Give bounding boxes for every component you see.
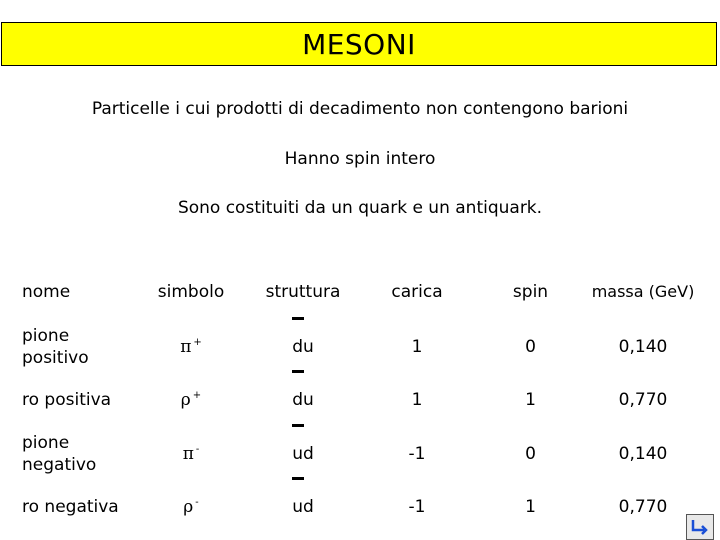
quark-u: u xyxy=(303,336,314,357)
table-row xyxy=(22,481,699,533)
cell-massa: 0,770 xyxy=(618,389,668,410)
cell-carica: -1 xyxy=(408,497,426,517)
cell-nome: pione positivo xyxy=(22,325,89,368)
particle-symbol: π xyxy=(182,443,194,464)
particle-symbol: ρ xyxy=(183,497,194,517)
cell-carica: 1 xyxy=(411,389,423,410)
cell-spin: 1 xyxy=(525,389,536,410)
header-carica: carica xyxy=(391,282,443,302)
cell-nome: ro positiva xyxy=(22,389,112,410)
description-line-1: Particelle i cui prodotti di decadimento non contengono barioni xyxy=(91,99,629,119)
cell-struttura xyxy=(246,320,360,373)
header-spin: spin xyxy=(512,282,549,302)
cell-spin: 1 xyxy=(525,497,536,517)
cell-simbolo xyxy=(136,481,246,533)
quark-d: d xyxy=(302,497,314,517)
table-row xyxy=(22,373,699,426)
description-line-3: Sono costituiti da un quark e un antiquark. xyxy=(177,198,543,218)
quark-bar-u: u xyxy=(292,443,303,464)
header-nome: nome xyxy=(22,282,71,302)
cell-struttura xyxy=(246,481,360,533)
charge-sign: + xyxy=(192,389,202,401)
header-simbolo: simbolo xyxy=(157,282,225,302)
header-struttura: struttura xyxy=(265,282,341,302)
table-row xyxy=(22,426,699,481)
cell-simbolo xyxy=(136,373,246,426)
cell-struttura xyxy=(246,426,360,481)
cell-carica: -1 xyxy=(408,443,426,464)
quark-u: u xyxy=(303,389,314,410)
cell-struttura xyxy=(246,373,360,426)
cell-nome: pione negativo xyxy=(22,432,97,475)
cell-carica: 1 xyxy=(411,336,423,357)
particle-symbol: π xyxy=(180,336,192,357)
cell-simbolo xyxy=(136,426,246,481)
table-row xyxy=(22,320,699,373)
cell-simbolo xyxy=(136,320,246,373)
particle-symbol: ρ xyxy=(180,389,191,410)
cell-massa: 0,140 xyxy=(618,443,668,464)
cell-massa: 0,770 xyxy=(618,497,668,517)
return-button[interactable] xyxy=(686,514,714,540)
cell-spin: 0 xyxy=(525,336,536,357)
charge-sign: - xyxy=(195,443,200,455)
quark-d: d xyxy=(302,443,314,464)
return-arrow-icon xyxy=(690,517,710,537)
cell-massa: 0,140 xyxy=(618,336,668,357)
header-massa: massa (GeV) xyxy=(591,282,695,301)
quark-bar-d: d xyxy=(292,336,303,357)
charge-sign: + xyxy=(193,336,202,348)
cell-nome: ro negativa xyxy=(22,497,119,517)
description-line-2: Hanno spin intero xyxy=(284,149,436,169)
table-header-row xyxy=(22,264,699,320)
title-banner xyxy=(1,22,717,66)
cell-spin: 0 xyxy=(525,443,536,464)
charge-sign: - xyxy=(195,497,199,509)
page-title: MESONI xyxy=(302,27,416,61)
quark-bar-u: u xyxy=(292,497,303,517)
quark-bar-d: d xyxy=(292,389,303,410)
mesons-table xyxy=(22,264,699,533)
